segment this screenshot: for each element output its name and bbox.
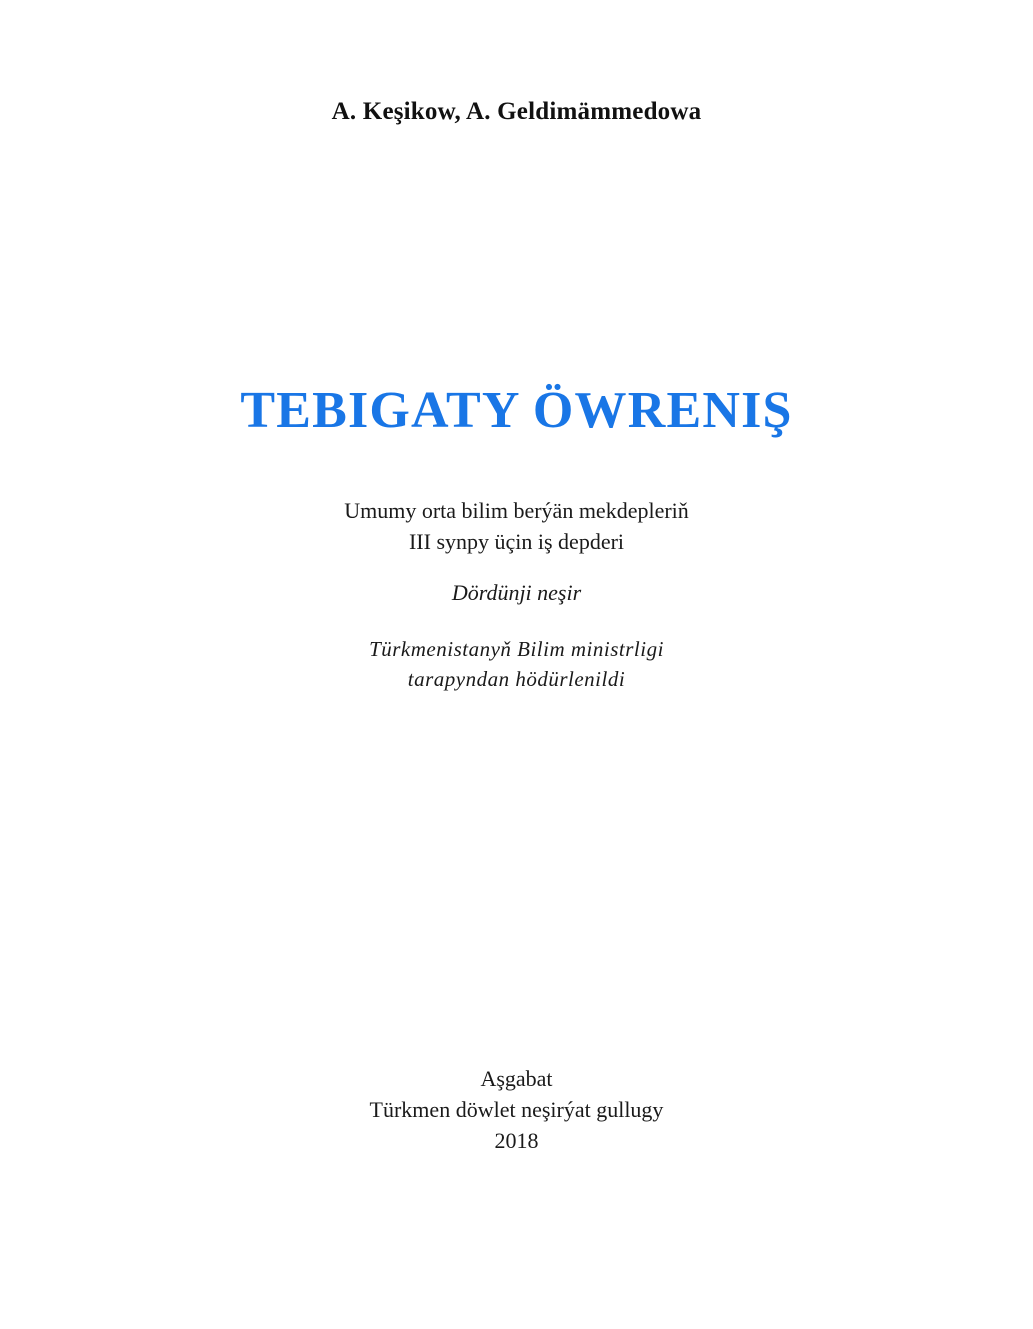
subtitle-line-1: Umumy orta bilim berýän mekdepleriň bbox=[344, 498, 689, 523]
endorsement-line-2: tarapyndan hödürlenildi bbox=[407, 667, 626, 691]
imprint-publisher: Türkmen döwlet neşirýat gullugy bbox=[369, 1097, 664, 1122]
endorsement-line-1: Türkmenistanyň Bilim ministrligi bbox=[369, 637, 664, 661]
imprint-year: 2018 bbox=[494, 1128, 539, 1153]
imprint-city: Aşgabat bbox=[480, 1066, 553, 1091]
book-title: TEBIGATY ÖWRENIŞ bbox=[240, 382, 793, 439]
imprint-block bbox=[0, 1063, 1033, 1156]
endorsement-statement bbox=[0, 634, 1033, 694]
edition-statement: Dördünji neşir bbox=[451, 580, 582, 605]
book-subtitle bbox=[0, 495, 1033, 557]
subtitle-line-2: III synpy üçin iş depderi bbox=[408, 529, 625, 554]
authors-line: A. Keşikow, A. Geldimämmedowa bbox=[331, 98, 702, 125]
